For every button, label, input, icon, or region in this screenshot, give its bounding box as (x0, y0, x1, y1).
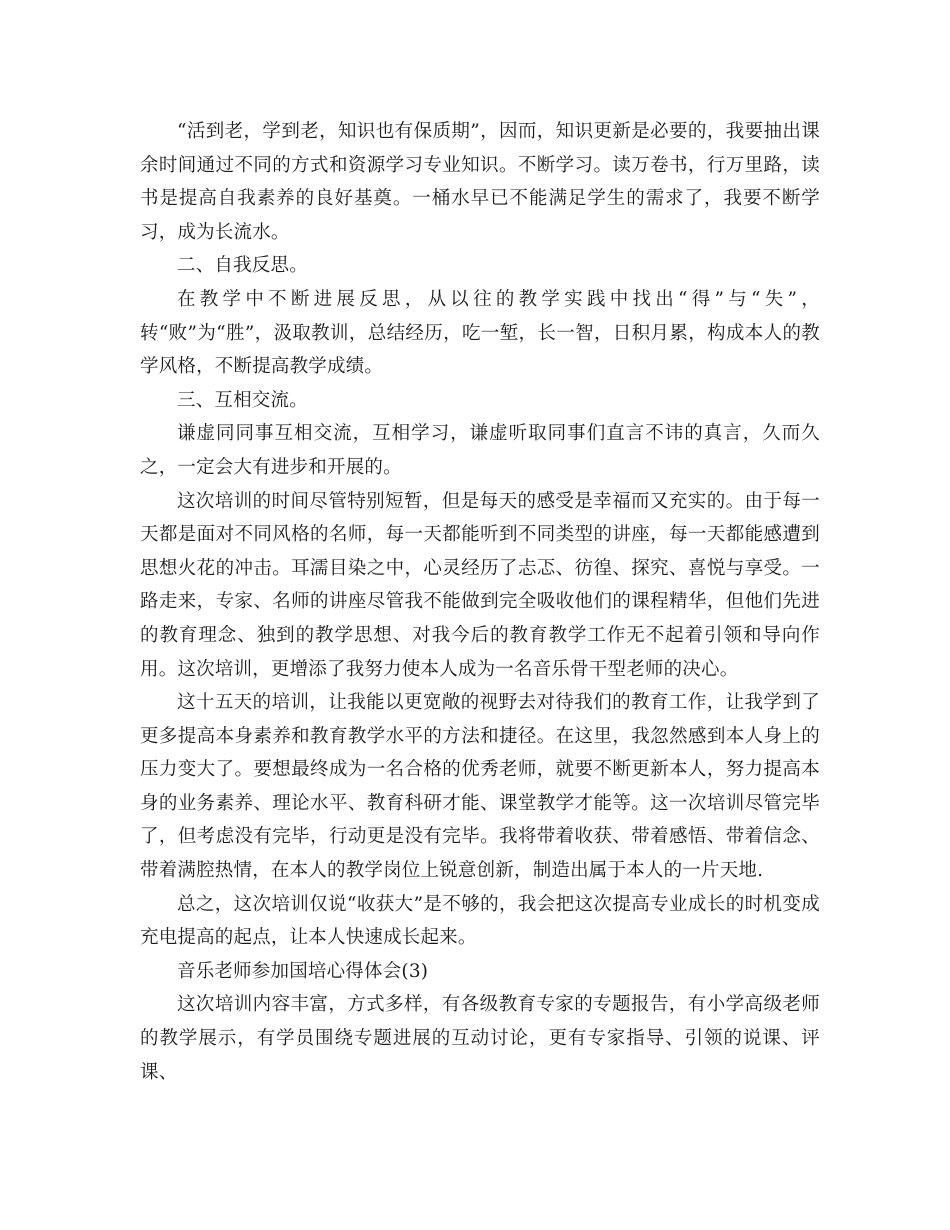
paragraph-lifelong-learning: “活到老，学到老，知识也有保质期”，因而，知识更新是必要的，我要抽出课余时间通过不同的方式和资源学习专业知识。不断学习。读万卷书，行万里路，读书是提高自我素养的良好基奠。一桶水早已不能满足学生的需求了，我要不断学习，成为长流水。 (140, 121, 820, 243)
paragraph-self-reflection: 在教学中不断进展反思，从以往的教学实践中找出“得”与“失”，转“败”为“胜”，汲取教训，总结经历，吃一堑，长一智，日积月累，构成本人的教学风格，不断提高教学成绩。 (140, 288, 820, 378)
paragraph-training-feelings: 这次培训的时间尽管特别短暂，但是每天的感受是幸福而又充实的。由于每一天都是面对不同风格的名师，每一天都能听到不同类型的讲座，每一天都能感遭到思想火花的冲击。耳濡目染之中，心灵经历了忐忑、彷徨、探究、喜悦与享受。一路走来，专家、名师的讲座尽管我不能做到完全吸收他们的课程精华，但他们先进的教育理念、独到的教学思想、对我今后的教育教学工作无不起着引领和导向作用。这次培训，更增添了我努力使本人成为一名音乐骨干型老师的决心。 (140, 490, 820, 680)
paragraph-training-content: 这次培训内容丰富，方式多样，有各级教育专家的专题报告，有小学高级老师的教学展示，有学员围绕专题进展的互动讨论，更有专家指导、引领的说课、评课、 (140, 994, 820, 1083)
section-heading-mutual-exchange: 三、互相交流。 (177, 389, 308, 411)
document-body (140, 115, 820, 1089)
paragraph-fifteen-days: 这十五天的培训，让我能以更宽敞的视野去对待我们的教育工作，让我学到了更多提高本身素养和教育教学水平的方法和捷径。在这里，我忽然感到本人身上的压力变大了。要想最终成为一名合格的优秀老师，就要不断更新本人，努力提高本身的业务素养、理论水平、教育科研才能、课堂教学才能等。这一次培训尽管完毕了，但考虑没有完毕，行动更是没有完毕。我将带着收获、带着感悟、带着信念、带着满腔热情，在本人的教学岗位上锐意创新，制造出属于本人的一片天地. (140, 692, 820, 882)
paragraph-mutual-exchange: 谦虚同同事互相交流，互相学习，谦虚听取同事们直言不讳的真言，久而久之，一定会大有进步和开展的。 (140, 423, 820, 478)
section-heading-self-reflection: 二、自我反思。 (177, 255, 308, 277)
section-title-part-3: 音乐老师参加国培心得体会(3) (177, 960, 429, 982)
paragraph-conclusion: 总之，这次培训仅说“收获大”是不够的，我会把这次提高专业成长的时机变成充电提高的起点，让本人快速成长起来。 (140, 893, 820, 949)
